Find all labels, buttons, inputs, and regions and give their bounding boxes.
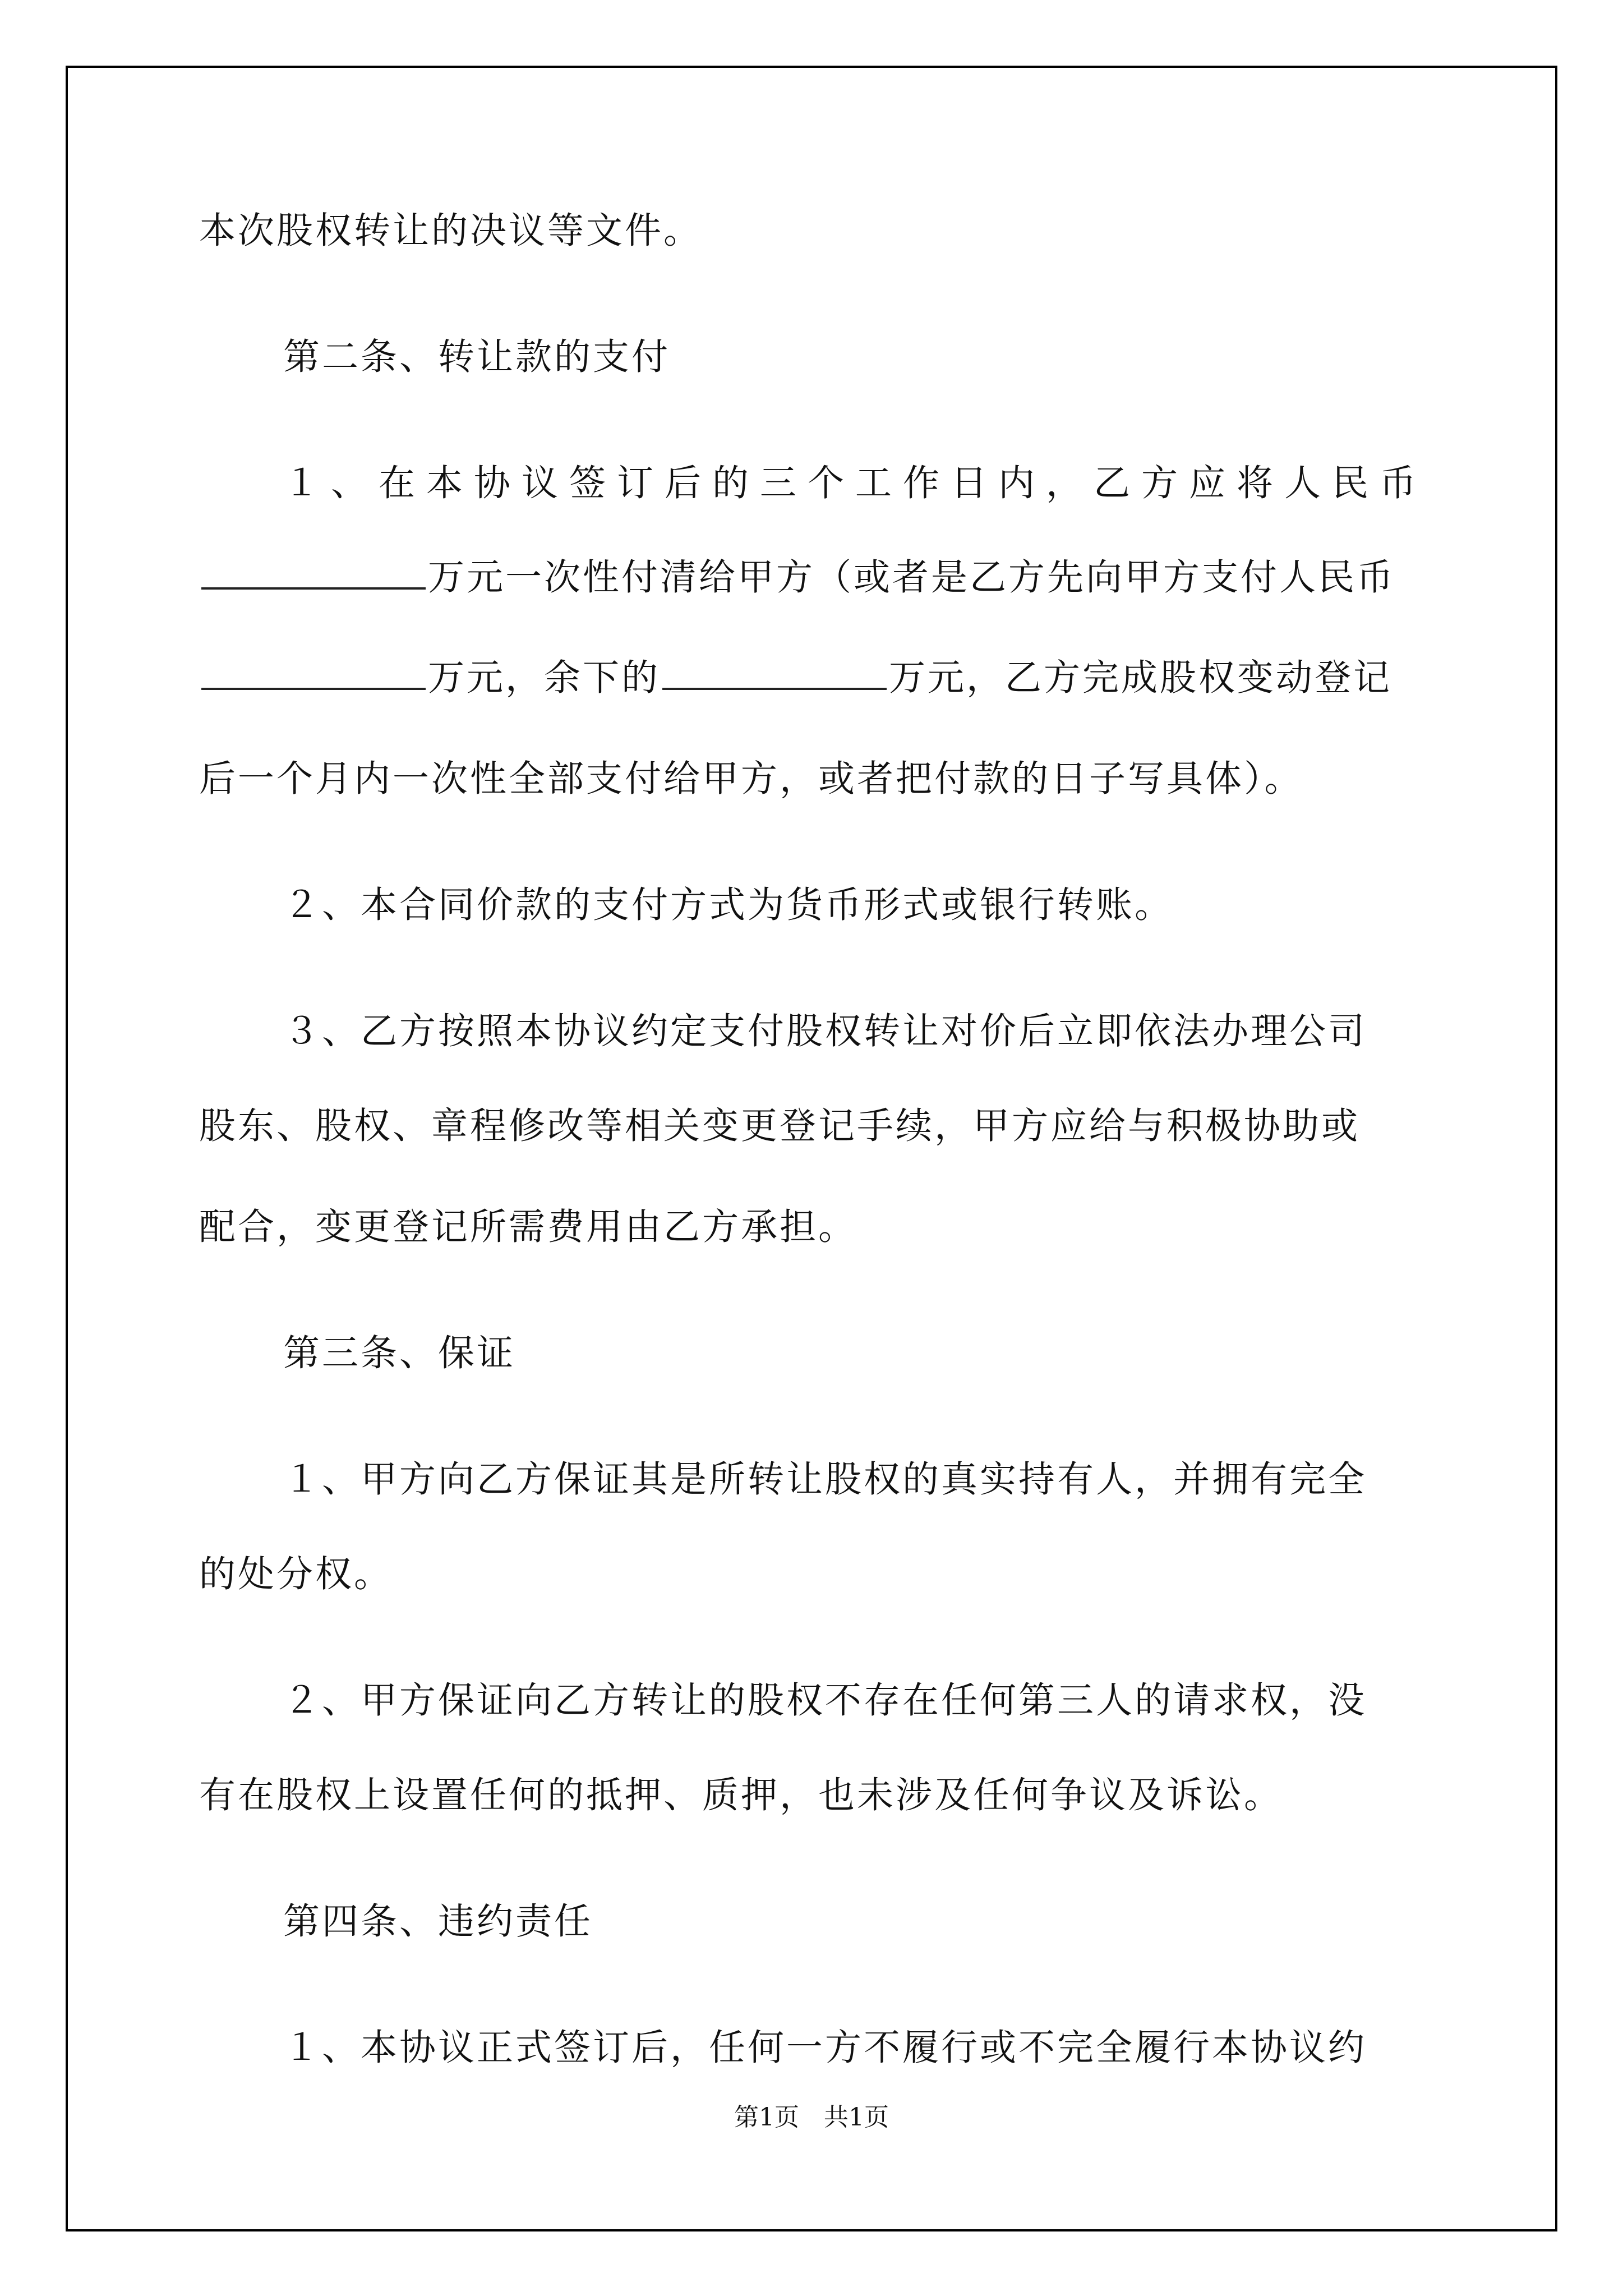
paragraph-line: ２、本合同价款的支付方式为货币形式或银行转账。 <box>283 884 1174 926</box>
paragraph-line: ２、甲方保证向乙方转让的股权不存在任何第三人的请求权，没 <box>283 1680 1367 1722</box>
line-text: 万元，乙方完成股权变动登记 <box>889 657 1393 699</box>
paragraph-line <box>199 656 1392 701</box>
paragraph-line: １、甲方向乙方保证其是所转让股权的真实持有人，并拥有完全 <box>283 1458 1367 1501</box>
paragraph-line: 后一个月内一次性全部支付给甲方，或者把付款的日子写具体）。 <box>199 758 1303 800</box>
fill-in-blank <box>201 688 426 690</box>
paragraph-line: 配合，变更登记所需费用由乙方承担。 <box>199 1206 857 1248</box>
paragraph-line: 本次股权转让的决议等文件。 <box>199 210 703 252</box>
paragraph-line: 的处分权。 <box>199 1553 393 1595</box>
paragraph-line: １、在本协议签订后的三个工作日内，乙方应将人民币 <box>283 462 1428 504</box>
paragraph-line: 有在股权上设置任何的抵押、质押，也未涉及任何争议及诉讼。 <box>199 1774 1283 1816</box>
page-number-total: 共1页 <box>824 2103 889 2132</box>
paragraph-line <box>199 555 1395 600</box>
line-text: 万元，余下的 <box>428 657 661 699</box>
line-text: 万元一次性付清给甲方（或者是乙方先向甲方支付人民币 <box>428 556 1396 599</box>
section-heading: 第四条、违约责任 <box>283 1901 593 1943</box>
page-number-current: 第1页 <box>734 2103 799 2132</box>
paragraph-line: 股东、股权、章程修改等相关变更登记手续，甲方应给与积极协助或 <box>199 1105 1361 1147</box>
page-footer <box>0 2102 1623 2133</box>
section-heading: 第三条、保证 <box>283 1332 516 1374</box>
fill-in-blank <box>201 587 426 590</box>
section-heading: 第二条、转让款的支付 <box>283 336 671 378</box>
paragraph-line: ３、乙方按照本协议约定支付股权转让对价后立即依法办理公司 <box>283 1010 1367 1052</box>
fill-in-blank <box>662 688 887 690</box>
paragraph-line: １、本协议正式签订后，任何一方不履行或不完全履行本协议约 <box>283 2027 1367 2069</box>
